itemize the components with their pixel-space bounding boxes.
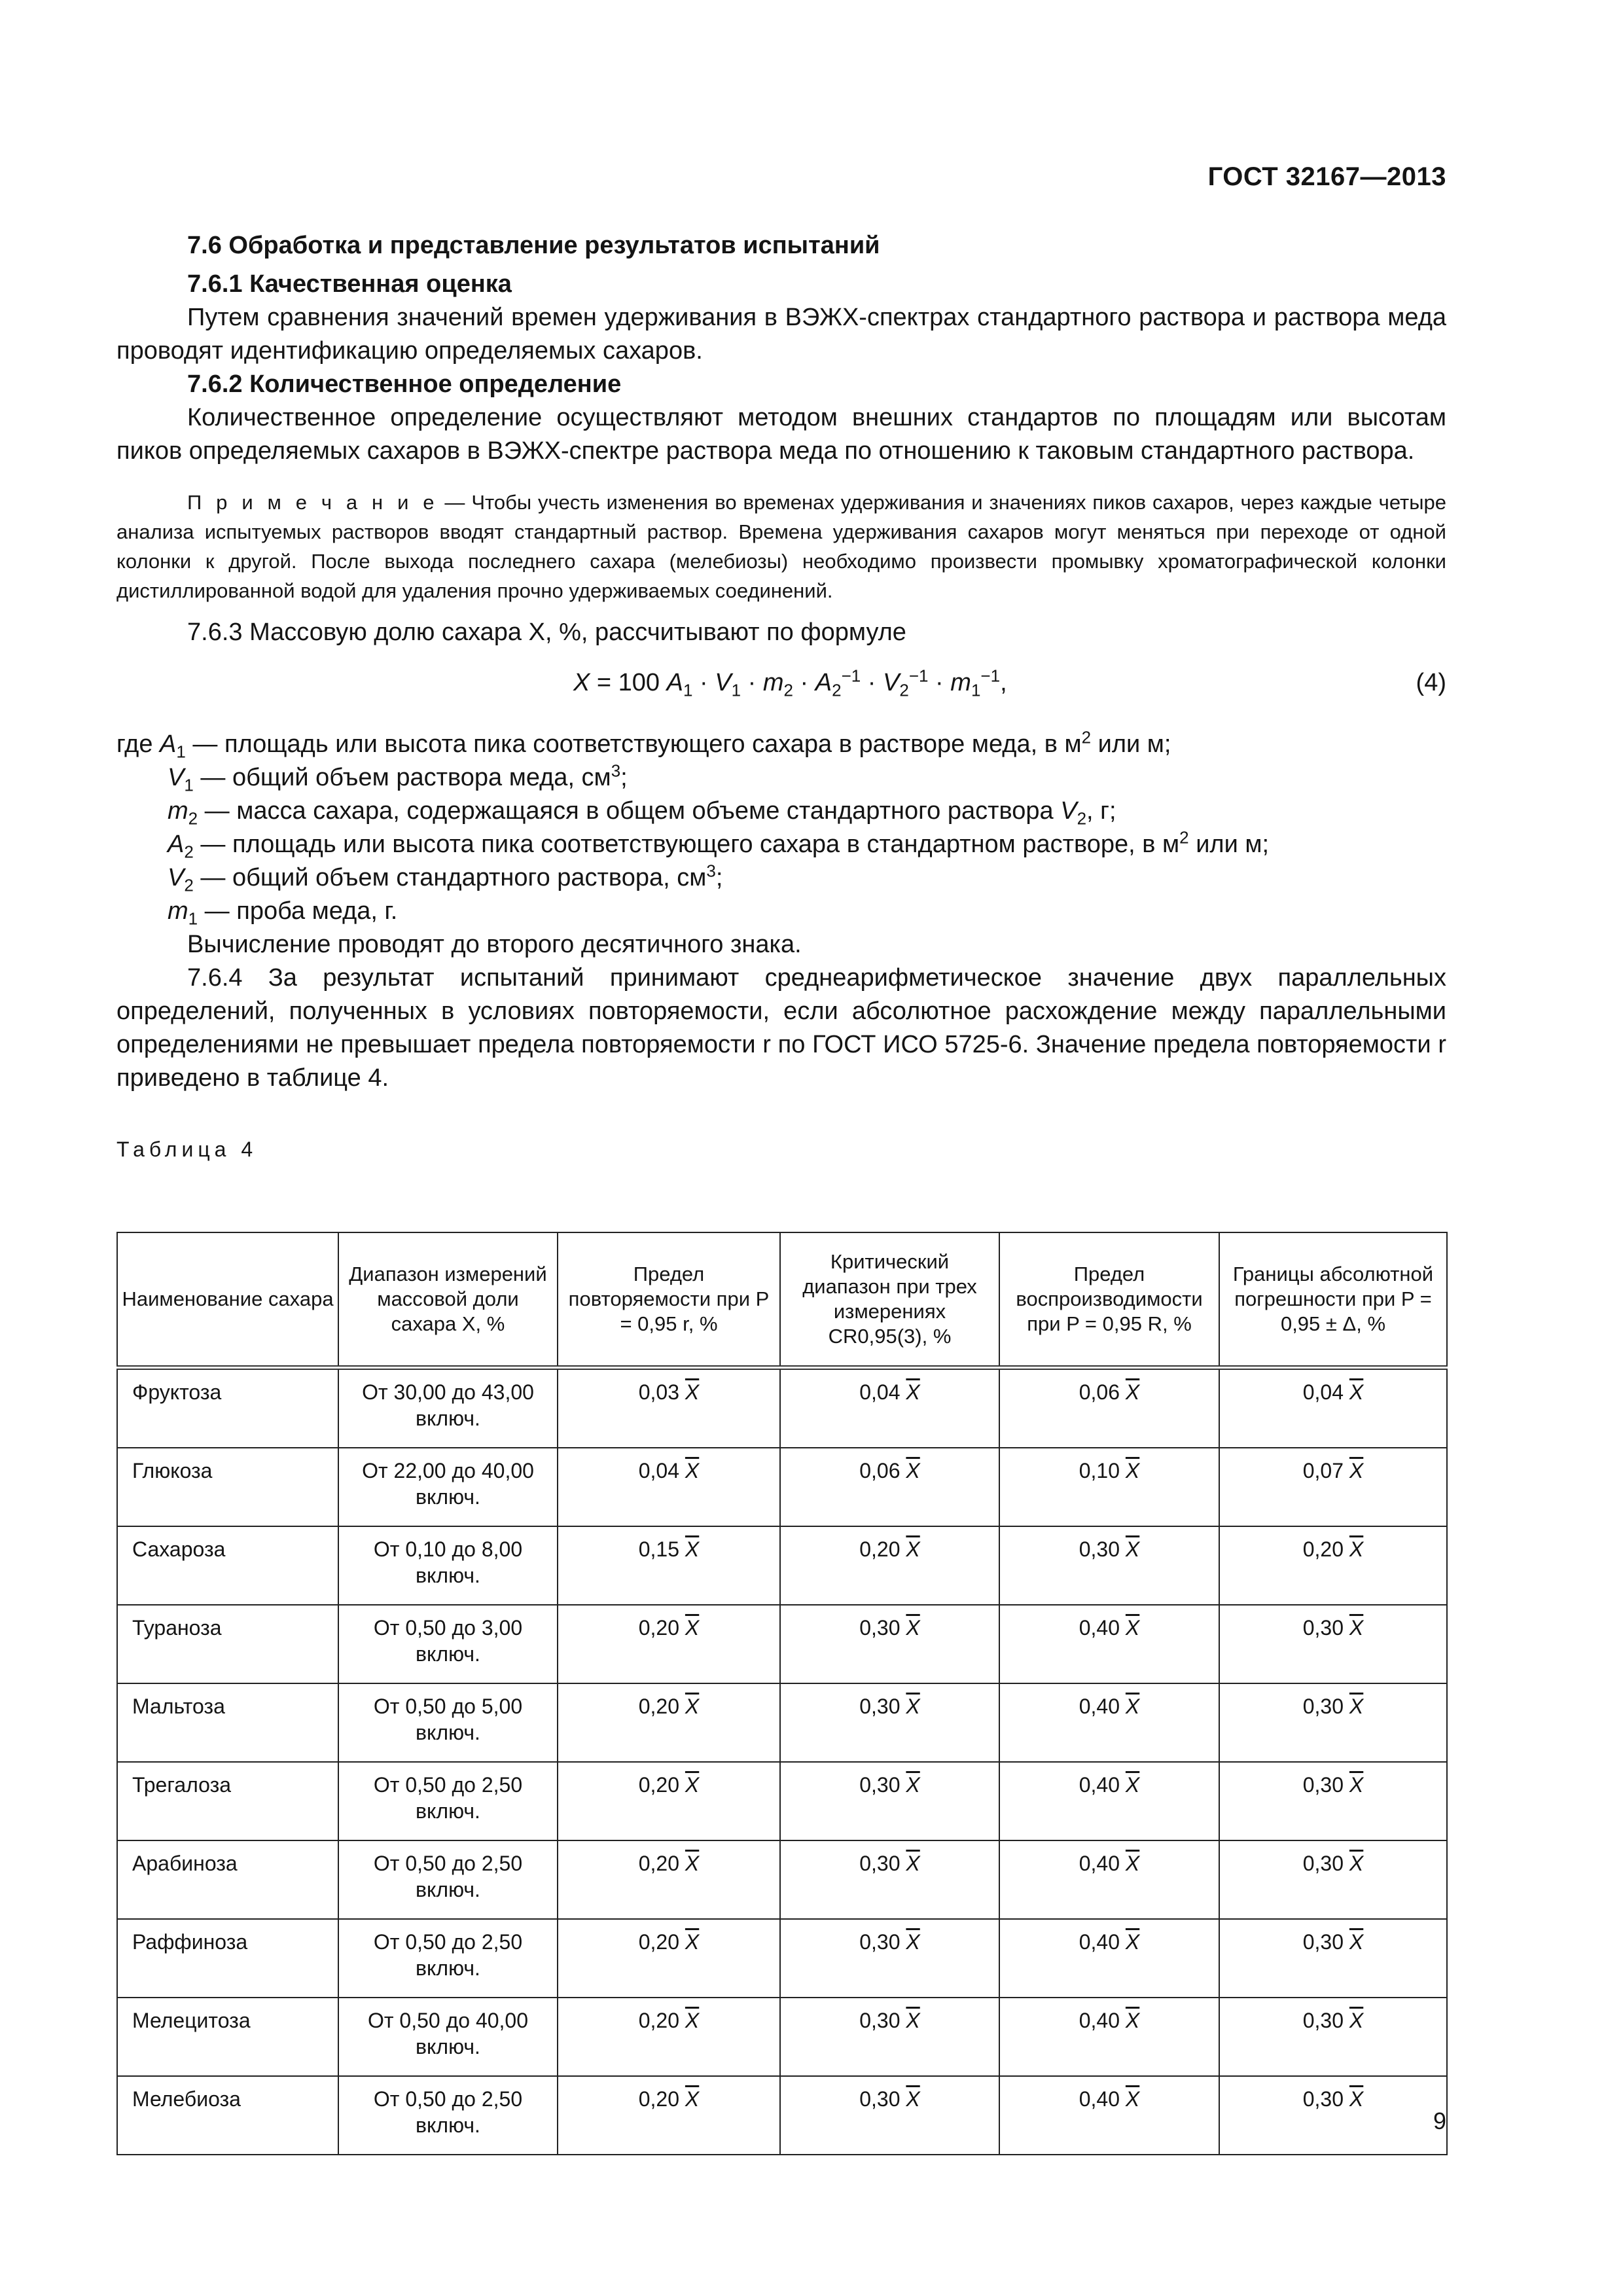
- value-cell: [999, 2076, 1219, 2155]
- value-cell: [999, 1762, 1219, 1840]
- header-reproducibility: Предел воспроизводимости при P = 0,95 R, %: [999, 1232, 1219, 1368]
- x-mean-symbol: $\overline{X}$: [1349, 1380, 1364, 1404]
- value-cell: [999, 1998, 1219, 2076]
- table-row: [117, 1448, 1447, 1526]
- value-cell: [999, 1526, 1219, 1605]
- value-cell: [558, 1919, 780, 1998]
- table-body: [117, 1368, 1447, 2155]
- x-mean-symbol: $\overline{X}$: [685, 1459, 700, 1482]
- range-cell: От 0,50 до 2,50 включ.: [338, 1919, 558, 1998]
- definition-v1: $V_1$ — общий объем раствора меда, $см^3$;: [168, 761, 628, 795]
- value-text: 0,30: [1302, 2087, 1344, 2111]
- x-mean-symbol: $\overline{X}$: [1349, 2009, 1364, 2032]
- value-text: 0,30: [1302, 2009, 1344, 2032]
- x-mean-symbol: $\overline{X}$: [906, 2009, 920, 2032]
- x-mean-symbol: $\overline{X}$: [1125, 1695, 1140, 1718]
- x-mean-symbol: $\overline{X}$: [906, 1773, 920, 1797]
- sugar-name-cell: Мальтоза: [117, 1683, 338, 1762]
- table-row: [117, 1840, 1447, 1919]
- value-cell: [558, 1368, 780, 1448]
- section-7-6-4-text: 7.6.4 За результат испытаний принимают среднеарифметическое значение двух параллельных определений, полученных в условиях повторяемости, если абсолютное расхождение между параллельными определениями не превышает предела повторяемости r по ГОСТ ИСО 5725-6. Значение предела повторяемости r приведено в таблице 4.: [116, 964, 1446, 1092]
- header-sugar-name: Наименование сахара: [117, 1232, 338, 1368]
- x-mean-symbol: $\overline{X}$: [1125, 1616, 1140, 1640]
- value-text: 0,30: [859, 2087, 901, 2111]
- document-code: ГОСТ 32167—2013: [1207, 162, 1446, 191]
- header-error-bounds: Границы абсолютной погрешности при P = 0,95 ± Δ, %: [1219, 1232, 1447, 1368]
- value-cell: [558, 1998, 780, 2076]
- value-text: 0,06: [1079, 1380, 1120, 1404]
- definition-v2: $V_2$ — общий объем стандартного раствора, $см^3$;: [168, 861, 723, 895]
- table-row: [117, 1998, 1447, 2076]
- x-mean-symbol: $\overline{X}$: [906, 1616, 920, 1640]
- value-cell: [558, 1526, 780, 1605]
- range-cell: От 0,50 до 3,00 включ.: [338, 1605, 558, 1683]
- section-7-6-2-title: 7.6.2 Количественное определение: [187, 370, 622, 398]
- header-critical-range: Критический диапазон при трех измерениях CR0,95(3), %: [780, 1232, 999, 1368]
- x-mean-symbol: $\overline{X}$: [906, 1930, 920, 1954]
- value-cell: [780, 1526, 999, 1605]
- value-text: 0,40: [1079, 1930, 1120, 1954]
- value-text: 0,40: [1079, 1773, 1120, 1797]
- value-cell: [999, 1368, 1219, 1448]
- range-cell: От 0,50 до 5,00 включ.: [338, 1683, 558, 1762]
- table-row: [117, 1683, 1447, 1762]
- sugar-name-cell: Мелецитоза: [117, 1998, 338, 2076]
- value-cell: [558, 1448, 780, 1526]
- value-text: 0,30: [859, 1773, 901, 1797]
- x-mean-symbol: $\overline{X}$: [685, 1616, 700, 1640]
- value-text: 0,04: [859, 1380, 901, 1404]
- value-text: 0,40: [1079, 2009, 1120, 2032]
- x-mean-symbol: $\overline{X}$: [1125, 1380, 1140, 1404]
- x-mean-symbol: $\overline{X}$: [685, 1380, 700, 1404]
- value-cell: [558, 1840, 780, 1919]
- sugar-name-cell: Арабиноза: [117, 1840, 338, 1919]
- value-cell: [780, 1998, 999, 2076]
- formula-definitions: [116, 728, 1446, 928]
- note-text: — Чтобы учесть изменения во временах удерживания и значениях пиков сахаров, через каждые четыре анализа испытуемых растворов вводят стандартный раствор. Времена удерживания сахаров могут меняться при переходе от одной колонки к другой. После выхода последнего сахара (мелебиозы) необходимо произвести промывку хроматографической колонки дистиллированной водой для удаления прочно удерживаемых соединений.: [116, 491, 1446, 602]
- x-mean-symbol: $\overline{X}$: [1125, 1852, 1140, 1875]
- range-cell: От 0,50 до 2,50 включ.: [338, 1762, 558, 1840]
- x-mean-symbol: $\overline{X}$: [906, 1695, 920, 1718]
- value-text: 0,30: [859, 1695, 901, 1718]
- value-text: 0,04: [638, 1459, 680, 1482]
- x-mean-symbol: $\overline{X}$: [1125, 2009, 1140, 2032]
- value-cell: [1219, 1605, 1447, 1683]
- value-cell: [558, 2076, 780, 2155]
- value-cell: [999, 1683, 1219, 1762]
- value-cell: [999, 1840, 1219, 1919]
- value-text: 0,15: [638, 1537, 680, 1561]
- section-7-6-1-text: Путем сравнения значений времен удерживания в ВЭЖХ-спектрах стандартного раствора и раствора меда проводят идентификацию определяемых сахаров.: [116, 304, 1446, 365]
- value-text: 0,30: [1079, 1537, 1120, 1561]
- table-row: [117, 1526, 1447, 1605]
- value-text: 0,20: [638, 1695, 680, 1718]
- value-cell: [780, 1368, 999, 1448]
- range-cell: От 0,50 до 40,00 включ.: [338, 1998, 558, 2076]
- range-cell: От 0,50 до 2,50 включ.: [338, 2076, 558, 2155]
- value-text: 0,30: [859, 2009, 901, 2032]
- value-text: 0,20: [638, 1616, 680, 1640]
- value-text: 0,30: [1302, 1930, 1344, 1954]
- main-text: [116, 229, 1446, 1166]
- table-caption: Таблица 4: [116, 1138, 258, 1161]
- calc-note: Вычисление проводят до второго десятичного знака.: [187, 931, 802, 958]
- x-mean-symbol: $\overline{X}$: [685, 1695, 700, 1718]
- value-cell: [1219, 1762, 1447, 1840]
- x-mean-symbol: $\overline{X}$: [1349, 1695, 1364, 1718]
- table-header-row: [117, 1232, 1447, 1368]
- value-text: 0,07: [1302, 1459, 1344, 1482]
- value-cell: [1219, 1683, 1447, 1762]
- table-row: [117, 1368, 1447, 1448]
- x-mean-symbol: $\overline{X}$: [1349, 1773, 1364, 1797]
- x-mean-symbol: $\overline{X}$: [1349, 1537, 1364, 1561]
- value-text: 0,30: [1302, 1616, 1344, 1640]
- value-text: 0,30: [1302, 1852, 1344, 1875]
- value-text: 0,03: [638, 1380, 680, 1404]
- definition-m2: $m_2$ — масса сахара, содержащаяся в общем объеме стандартного раствора $V_2$, г;: [168, 797, 1116, 829]
- value-text: 0,20: [638, 1852, 680, 1875]
- value-cell: [1219, 1840, 1447, 1919]
- table-4: [116, 1232, 1448, 2155]
- value-cell: [558, 1683, 780, 1762]
- value-text: 0,10: [1079, 1459, 1120, 1482]
- value-text: 0,20: [638, 2009, 680, 2032]
- value-text: 0,40: [1079, 1852, 1120, 1875]
- value-text: 0,40: [1079, 1695, 1120, 1718]
- value-cell: [999, 1919, 1219, 1998]
- x-mean-symbol: $\overline{X}$: [1349, 1930, 1364, 1954]
- definition-m1: $m_1$ — проба меда, г.: [168, 897, 398, 929]
- table-row: [117, 2076, 1447, 2155]
- x-mean-symbol: $\overline{X}$: [1125, 2087, 1140, 2111]
- x-mean-symbol: $\overline{X}$: [1349, 1852, 1364, 1875]
- table-row: [117, 1605, 1447, 1683]
- value-text: 0,30: [859, 1616, 901, 1640]
- formula-row: [116, 662, 1446, 709]
- range-cell: От 0,50 до 2,50 включ.: [338, 1840, 558, 1919]
- x-mean-symbol: $\overline{X}$: [1125, 1930, 1140, 1954]
- value-text: 0,20: [638, 1773, 680, 1797]
- note-label: П р и м е ч а н и е: [187, 491, 438, 514]
- x-mean-symbol: $\overline{X}$: [906, 2087, 920, 2111]
- value-cell: [780, 1605, 999, 1683]
- value-text: 0,30: [1302, 1773, 1344, 1797]
- section-7-6-title: 7.6 Обработка и представление результатов испытаний: [187, 232, 880, 259]
- sugar-name-cell: Тураноза: [117, 1605, 338, 1683]
- value-cell: [1219, 1448, 1447, 1526]
- x-mean-symbol: $\overline{X}$: [1349, 1459, 1364, 1482]
- section-7-6-3-text: 7.6.3 Массовую долю сахара X, %, рассчитывают по формуле: [187, 619, 906, 646]
- value-cell: [780, 1683, 999, 1762]
- range-cell: От 30,00 до 43,00 включ.: [338, 1368, 558, 1448]
- x-mean-symbol: $\overline{X}$: [906, 1380, 920, 1404]
- x-mean-symbol: $\overline{X}$: [685, 1930, 700, 1954]
- range-cell: От 22,00 до 40,00 включ.: [338, 1448, 558, 1526]
- value-cell: [1219, 2076, 1447, 2155]
- section-7-6-2-text: Количественное определение осуществляют методом внешних стандартов по площадям или высотам пиков определяемых сахаров в ВЭЖХ-спектре раствора меда по отношению к таковым стандартного раствора.: [116, 404, 1446, 465]
- sugar-name-cell: Мелебиоза: [117, 2076, 338, 2155]
- x-mean-symbol: $\overline{X}$: [685, 1537, 700, 1561]
- value-text: 0,20: [1302, 1537, 1344, 1561]
- value-cell: [780, 1448, 999, 1526]
- value-text: 0,40: [1079, 1616, 1120, 1640]
- sugar-name-cell: Сахароза: [117, 1526, 338, 1605]
- x-mean-symbol: $\overline{X}$: [1125, 1773, 1140, 1797]
- value-cell: [1219, 1998, 1447, 2076]
- x-mean-symbol: $\overline{X}$: [906, 1852, 920, 1875]
- definition-a1: где $A_1$ — площадь или высота пика соответствующего сахара в растворе меда, в $м^2$ или м;: [116, 727, 1171, 762]
- table-row: [117, 1762, 1447, 1840]
- definition-a2: $A_2$ — площадь или высота пика соответствующего сахара в стандартном растворе, в $м^2$ или м;: [168, 827, 1270, 862]
- value-text: 0,20: [859, 1537, 901, 1561]
- value-cell: [780, 1919, 999, 1998]
- formula-4: X = 100 $A_1 \cdot V_1 \cdot m_2 \cdot A_2^{-1} \cdot V_2^{-1} \cdot m_1^{-1}$,: [573, 666, 1007, 700]
- value-text: 0,20: [638, 2087, 680, 2111]
- section-7-6-1-title: 7.6.1 Качественная оценка: [187, 270, 512, 298]
- x-mean-symbol: $\overline{X}$: [906, 1537, 920, 1561]
- value-cell: [1219, 1919, 1447, 1998]
- value-text: 0,30: [859, 1930, 901, 1954]
- x-mean-symbol: $\overline{X}$: [906, 1459, 920, 1482]
- x-mean-symbol: $\overline{X}$: [1349, 2087, 1364, 2111]
- value-text: 0,04: [1302, 1380, 1344, 1404]
- range-cell: От 0,10 до 8,00 включ.: [338, 1526, 558, 1605]
- value-cell: [1219, 1368, 1447, 1448]
- x-mean-symbol: $\overline{X}$: [685, 2087, 700, 2111]
- x-mean-symbol: $\overline{X}$: [685, 2009, 700, 2032]
- value-cell: [558, 1605, 780, 1683]
- value-text: 0,30: [1302, 1695, 1344, 1718]
- value-text: 0,40: [1079, 2087, 1120, 2111]
- value-cell: [780, 1762, 999, 1840]
- x-mean-symbol: $\overline{X}$: [685, 1852, 700, 1875]
- page-number: 9: [1433, 2108, 1446, 2134]
- value-cell: [1219, 1526, 1447, 1605]
- x-mean-symbol: $\overline{X}$: [685, 1773, 700, 1797]
- header-repeatability: Предел повторяемости при P = 0,95 r, %: [558, 1232, 780, 1368]
- value-cell: [999, 1605, 1219, 1683]
- note: [116, 488, 1446, 605]
- table-row: [117, 1919, 1447, 1998]
- x-mean-symbol: $\overline{X}$: [1349, 1616, 1364, 1640]
- value-text: 0,06: [859, 1459, 901, 1482]
- value-cell: [558, 1762, 780, 1840]
- value-text: 0,30: [859, 1852, 901, 1875]
- x-mean-symbol: $\overline{X}$: [1125, 1537, 1140, 1561]
- value-text: 0,20: [638, 1930, 680, 1954]
- sugar-name-cell: Фруктоза: [117, 1368, 338, 1448]
- value-cell: [780, 2076, 999, 2155]
- value-cell: [780, 1840, 999, 1919]
- sugar-name-cell: Раффиноза: [117, 1919, 338, 1998]
- sugar-name-cell: Трегалоза: [117, 1762, 338, 1840]
- header-range: Диапазон измерений массовой доли сахара X, %: [338, 1232, 558, 1368]
- value-cell: [999, 1448, 1219, 1526]
- sugar-name-cell: Глюкоза: [117, 1448, 338, 1526]
- formula-number: (4): [1416, 669, 1446, 696]
- x-mean-symbol: $\overline{X}$: [1125, 1459, 1140, 1482]
